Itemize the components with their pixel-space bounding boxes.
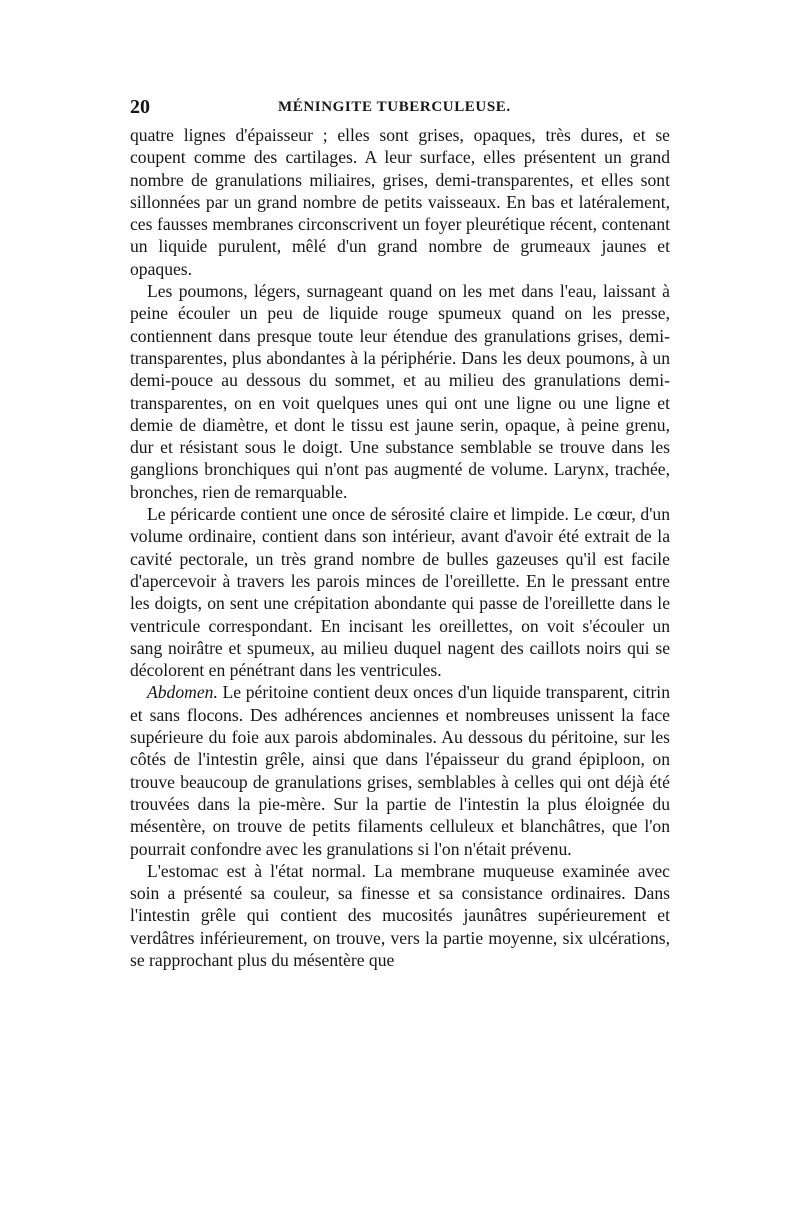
page-number: 20 <box>130 96 150 118</box>
paragraph-lungs <box>130 280 670 503</box>
paragraph-text: Le péritoine contient deux onces d'un liquide transparent, citrin et sans flocons. Des adhérences anciennes et nombreuses unissent la face supérieure du foie aux parois abdominales. Au dessous du péritoine, sur les côtés de l'intestin grêle, ainsi que dans l'épaisseur du grand épiploon, on trouve beaucoup de granulations grises, semblables à celles qui ont déjà été trouvées dans la pie-mère. Sur la partie de l'intestin la plus éloignée du mésentère, on trouve de petits filaments celluleux et blanchâtres, que l'on pourrait confondre avec les granulations si l'on n'était prévenu. <box>130 682 670 859</box>
paragraph-text: quatre lignes d'épaisseur ; elles sont grises, opaques, très dures, et se coupent comme des cartilages. A leur surface, elles présentent un grand nombre de granulations miliaires, grises, demi-transparentes, et elles sont sillonnées par un grand nombre de petits vaisseaux. En bas et latéralement, ces fausses membranes circonscrivent un foyer pleurétique récent, contenant un liquide purulent, mêlé d'un grand nombre de grumeaux jaunes et opaques. <box>130 125 670 279</box>
paragraph-abdomen <box>130 681 670 859</box>
document-page <box>130 96 670 971</box>
body-text <box>130 124 670 971</box>
paragraph-pericardium <box>130 503 670 681</box>
section-lead-in: Abdomen. <box>147 682 218 703</box>
paragraph-text: Le péricarde contient une once de sérosité claire et limpide. Le cœur, d'un volume ordinaire, contient dans son intérieur, avant d'avoir été extrait de la cavité pectorale, un très grand nombre de bulles gazeuses qu'il est facile d'apercevoir à travers les parois minces de l'oreillette. En le pressant entre les doigts, on sent une crépitation abondante qui passe de l'oreillette dans le ventricule correspondant. En incisant les oreillettes, on voit s'écouler un sang noirâtre et spumeux, au milieu duquel nagent des caillots noirs qui se décolorent en pénétrant dans les ventricules. <box>130 504 670 681</box>
paragraph-stomach <box>130 860 670 971</box>
paragraph-pleural-membranes <box>130 124 670 280</box>
running-title: MÉNINGITE TUBERCULEUSE. <box>278 99 511 115</box>
paragraph-text: L'estomac est à l'état normal. La membrane muqueuse examinée avec soin a présenté sa couleur, sa finesse et sa consistance ordinaires. Dans l'intestin grêle qui contient des mucosités jaunâtres supérieurement et verdâtres inférieurement, on trouve, vers la partie moyenne, six ulcérations, se rapprochant plus du mésentère que <box>130 860 670 970</box>
paragraph-text: Les poumons, légers, surnageant quand on les met dans l'eau, laissant à peine écouler un peu de liquide rouge spumeux quand on les presse, contiennent dans presque toute leur étendue des granulations grises, demi-transparentes, plus abondantes à la périphérie. Dans les deux poumons, à un demi-pouce au dessous du sommet, et au milieu des granulations demi-transparentes, on en voit quelques unes qui ont une ligne ou une ligne et demie de diamètre, et dont le tissu est jaune serin, opaque, à peine grenu, dur et résistant sous le doigt. Une substance semblable se trouve dans les ganglions bronchiques qui n'ont pas augmenté de volume. Larynx, trachée, bronches, rien de remarquable. <box>130 281 670 502</box>
running-head <box>130 96 670 124</box>
